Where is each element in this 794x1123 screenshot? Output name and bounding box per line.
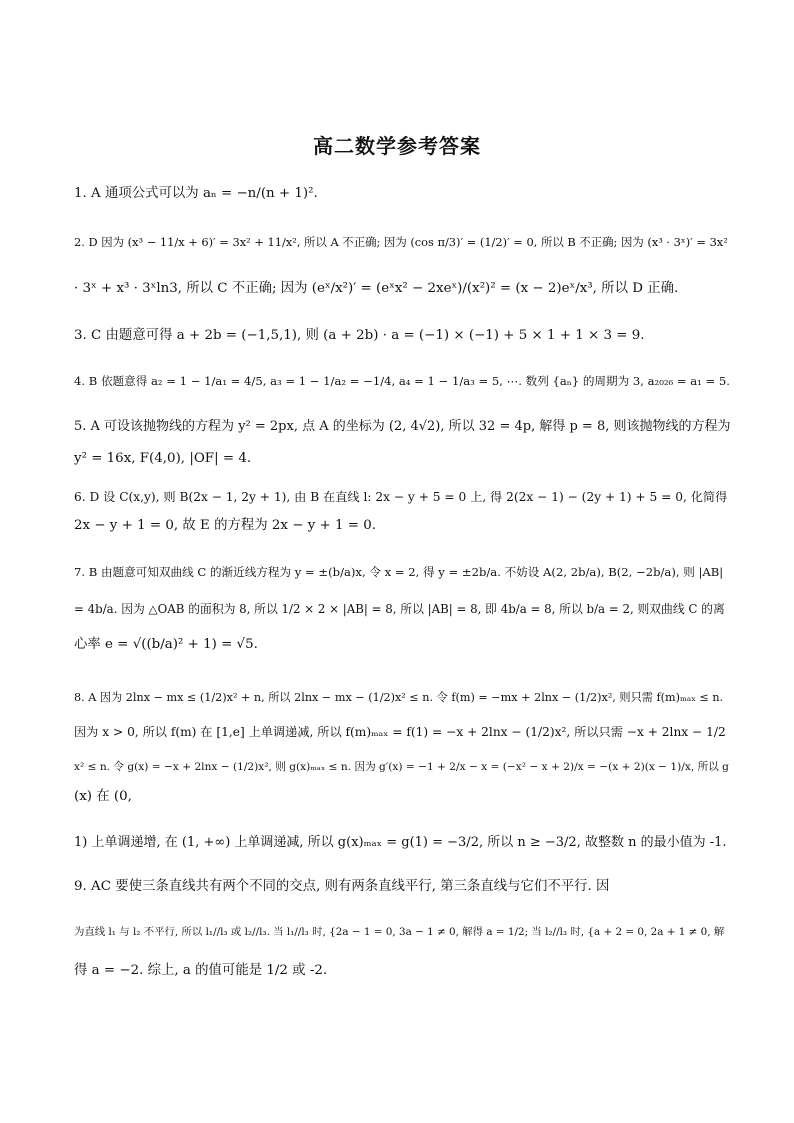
answer-line: 7. B 由题意可知双曲线 C 的渐近线方程为 y = ±(b/a)x, 令 x = 2, 得 y = ±2b/a. 不妨设 A(2, 2b/a), B(2, −2b/a), 则 |AB| [74, 565, 724, 579]
answer-line: 8. A 因为 2lnx − mx ≤ (1/2)x² + n, 所以 2lnx − mx − (1/2)x² ≤ n. 令 f(m) = −mx + 2lnx − (1/2)x², 则只需 f(m)ₘₐₓ ≤ n. [74, 691, 724, 704]
answer-line: y² = 16x, F(4,0), |OF| = 4. [74, 451, 252, 466]
answer-line: x² ≤ n. 令 g(x) = −x + 2lnx − (1/2)x², 则 g(x)ₘₐₓ ≤ n. 因为 g′(x) = −1 + 2/x − x = (−x² − x + 2)/x = −(x + 2)(x − 1)/x, 所以 g [74, 761, 729, 773]
answer-line: (x) 在 (0, [74, 789, 132, 804]
answer-line: 因为 x > 0, 所以 f(m) 在 [1,e] 上单调递减, 所以 f(m)ₘₐₓ = f(1) = −x + 2lnx − (1/2)x², 所以只需 −x + 2lnx − 1/2 [74, 725, 726, 739]
answer-line: 2x − y + 1 = 0, 故 E 的方程为 2x − y + 1 = 0. [74, 518, 377, 533]
answer-line: 为直线 l₁ 与 l₂ 不平行, 所以 l₁//l₃ 或 l₂//l₃. 当 l₁//l₃ 时, {2a − 1 = 0, 3a − 1 ≠ 0, 解得 a = 1/2; 当 l₂//l₃ 时, {a + 2 = 0, 2a + 1 ≠ 0, 解 [74, 926, 725, 938]
page-title: 高二数学参考答案 [313, 134, 481, 158]
answer-line: 得 a = −2. 综上, a 的值可能是 1/2 或 -2. [74, 963, 328, 978]
answer-line: 2. D 因为 (x³ − 11/x + 6)′ = 3x² + 11/x², 所以 A 不正确; 因为 (cos π/3)′ = (1/2)′ = 0, 所以 B 不正确; 因为 (x³ · 3ˣ)′ = 3x² [74, 235, 728, 249]
answer-line: · 3ˣ + x³ · 3ˣln3, 所以 C 不正确; 因为 (eˣ/x²)′ = (eˣx² − 2xeˣ)/(x²)² = (x − 2)eˣ/x³, 所以 D 正确. [74, 281, 679, 296]
answer-line: 3. C 由题意可得 a + 2b = (−1,5,1), 则 (a + 2b) · a = (−1) × (−1) + 5 × 1 + 1 × 3 = 9. [74, 328, 645, 343]
answer-line: 4. B 依题意得 a₂ = 1 − 1/a₁ = 4/5, a₃ = 1 − 1/a₂ = −1/4, a₄ = 1 − 1/a₃ = 5, ⋯. 数列 {aₙ} 的周期为 3, a₂₀₂₆ = a₁ = 5. [74, 374, 730, 388]
answer-line: 9. AC 要使三条直线共有两个不同的交点, 则有两条直线平行, 第三条直线与它们不平行. 因 [74, 879, 610, 894]
answer-line: 1) 上单调递增, 在 (1, +∞) 上单调递减, 所以 g(x)ₘₐₓ = g(1) = −3/2, 所以 n ≥ −3/2, 故整数 n 的最小值为 -1. [74, 835, 727, 850]
answer-line: 5. A 可设该抛物线的方程为 y² = 2px, 点 A 的坐标为 (2, 4√2), 所以 32 = 4p, 解得 p = 8, 则该抛物线的方程为 [74, 419, 731, 434]
answer-line: = 4b/a. 因为 △OAB 的面积为 8, 所以 1/2 × 2 × |AB| = 8, 所以 |AB| = 8, 即 4b/a = 8, 所以 b/a = 2, 则双曲线 C 的离 [74, 602, 725, 616]
answer-line: 心率 e = √((b/a)² + 1) = √5. [74, 637, 258, 652]
answer-line: 6. D 设 C(x,y), 则 B(2x − 1, 2y + 1), 由 B 在直线 l: 2x − y + 5 = 0 上, 得 2(2x − 1) − (2y + 1) + 5 = 0, 化简得 [74, 490, 728, 504]
answer-line: 1. A 通项公式可以为 aₙ = −n/(n + 1)². [74, 186, 318, 201]
